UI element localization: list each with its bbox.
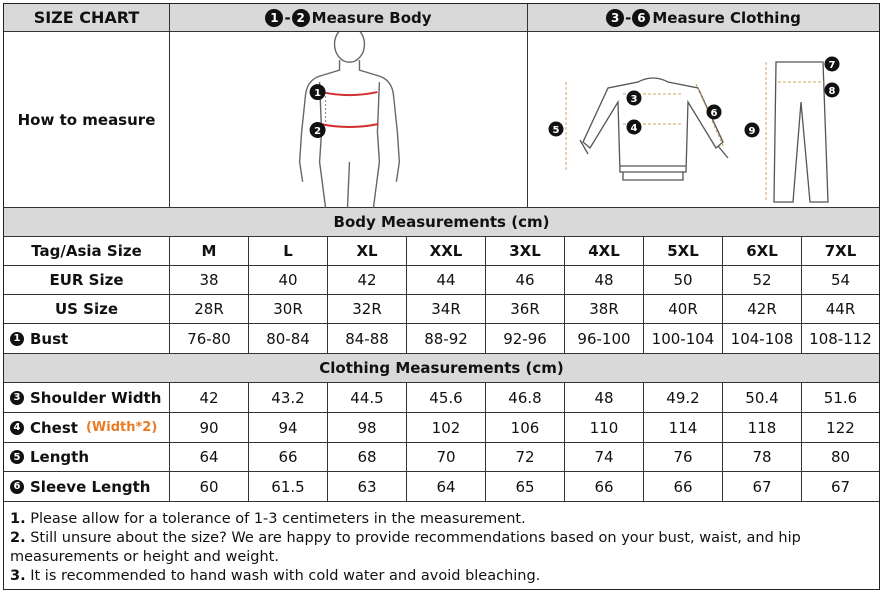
size-cell: 30R — [249, 295, 328, 323]
size-cell: 50.4 — [723, 383, 802, 412]
size-cell: 40R — [644, 295, 723, 323]
size-cell: 42R — [723, 295, 802, 323]
clothing-marker-9 — [745, 122, 760, 137]
size-cell: 49.2 — [644, 383, 723, 412]
number-badge: 4 — [10, 421, 24, 435]
row-label — [4, 324, 170, 353]
size-cell: 110 — [565, 413, 644, 442]
size-chart-title: SIZE CHART — [4, 4, 170, 31]
size-cell: 66 — [249, 443, 328, 471]
row-label — [4, 443, 170, 471]
size-cell: 48 — [565, 383, 644, 412]
size-cell: 94 — [249, 413, 328, 442]
body-diagram — [170, 32, 528, 207]
row-label-text: Length — [30, 448, 89, 466]
clothing-illustration — [528, 32, 879, 208]
size-cell: 46 — [486, 266, 565, 294]
svg-text:6: 6 — [710, 107, 718, 119]
row-label-note: (Width*2) — [85, 420, 158, 435]
size-cell: 40 — [249, 266, 328, 294]
us-row — [4, 295, 879, 324]
size-cell: XXL — [407, 237, 486, 265]
clothing-marker-5 — [549, 121, 564, 136]
size-cell: 51.6 — [823, 388, 858, 407]
size-cell: 52 — [723, 266, 802, 294]
size-cell: 66 — [644, 472, 723, 501]
row-label-text: Sleeve Length — [30, 477, 151, 496]
row-label — [4, 237, 170, 265]
row-label-text: Chest — [30, 418, 78, 437]
row-label-text: EUR Size — [49, 271, 124, 289]
clothing-marker-8 — [825, 82, 840, 97]
size-cell: 34R — [407, 295, 486, 323]
size-cell: 50 — [644, 266, 723, 294]
diagram-row — [4, 32, 879, 208]
size-cell: 61.5 — [249, 472, 328, 501]
body-measurements-band — [4, 208, 879, 237]
bust-row — [4, 324, 879, 354]
note-2: 2. Still unsure about the size? We are happy to provide recommendations based on your bust, waist, and hip measurements or height and weight. — [10, 530, 801, 565]
size-cell: 44R — [825, 300, 856, 318]
size-cell: XL — [328, 237, 407, 265]
badge-3: 3 — [606, 9, 624, 27]
clothing-diagram — [528, 32, 879, 207]
sizes-row — [4, 237, 879, 266]
row-label-text: Shoulder Width — [30, 388, 162, 407]
number-badge: 3 — [10, 391, 24, 405]
row-label-text: Bust — [30, 329, 69, 348]
size-cell: 78 — [723, 443, 802, 471]
size-cell: 6XL — [723, 237, 802, 265]
size-cell: 36R — [486, 295, 565, 323]
size-cell: 65 — [486, 472, 565, 501]
size-cell: 88-92 — [407, 324, 486, 353]
size-cell: 98 — [328, 413, 407, 442]
size-cell: 44 — [407, 266, 486, 294]
size-cell: 106 — [486, 413, 565, 442]
size-cell: 90 — [170, 413, 249, 442]
svg-text:4: 4 — [630, 122, 638, 134]
row-label — [4, 413, 170, 442]
size-cell: 118 — [723, 413, 802, 442]
shoulder-row — [4, 383, 879, 413]
length-row — [4, 443, 879, 472]
number-badge: 6 — [10, 480, 24, 494]
size-cell: M — [170, 237, 249, 265]
size-cell: 48 — [565, 266, 644, 294]
size-cell: 42 — [170, 383, 249, 412]
sleeve-row — [4, 472, 879, 502]
size-cell: 44.5 — [328, 383, 407, 412]
body-figure-illustration — [170, 32, 527, 208]
size-cell: 38 — [170, 266, 249, 294]
size-cell: 43.2 — [249, 383, 328, 412]
size-cell: 70 — [407, 443, 486, 471]
row-label — [4, 295, 170, 323]
size-cell: 100-104 — [644, 324, 723, 353]
row-label — [4, 383, 170, 412]
body-marker-1 — [310, 84, 326, 100]
size-cell: 104-108 — [723, 324, 802, 353]
svg-text:1: 1 — [314, 87, 322, 99]
size-cell: 96-100 — [565, 324, 644, 353]
size-cell: 84-88 — [328, 324, 407, 353]
size-cell: 122 — [826, 418, 855, 437]
size-cell: 76-80 — [170, 324, 249, 353]
size-cell: 64 — [170, 443, 249, 471]
svg-text:5: 5 — [552, 124, 560, 136]
clothing-measurements-title: Clothing Measurements (cm) — [4, 354, 879, 382]
notes-section — [4, 506, 879, 590]
size-cell: 4XL — [565, 237, 644, 265]
body-measurements-title: Body Measurements (cm) — [4, 208, 879, 236]
size-cell: 68 — [328, 443, 407, 471]
row-label — [4, 472, 170, 501]
row-label — [4, 266, 170, 294]
svg-text:3: 3 — [630, 93, 638, 105]
number-badge: 5 — [10, 450, 24, 464]
size-cell: L — [249, 237, 328, 265]
size-cell: 60 — [170, 472, 249, 501]
measure-body-header: 1 - 2 Measure Body — [170, 4, 528, 31]
size-cell: 64 — [407, 472, 486, 501]
size-cell: 54 — [830, 271, 851, 289]
size-cell: 38R — [565, 295, 644, 323]
how-to-measure-label: How to measure — [4, 32, 170, 207]
svg-text:2: 2 — [314, 125, 322, 137]
size-cell: 32R — [328, 295, 407, 323]
size-cell: 67 — [723, 472, 802, 501]
body-marker-2 — [310, 121, 326, 137]
svg-text:8: 8 — [828, 85, 836, 97]
size-cell: 42 — [328, 266, 407, 294]
size-chart-table — [3, 3, 880, 590]
size-cell: 74 — [565, 443, 644, 471]
eur-row — [4, 266, 879, 295]
svg-text:9: 9 — [748, 125, 756, 137]
size-cell: 92-96 — [486, 324, 565, 353]
row-label-text: US Size — [54, 300, 119, 318]
size-cell: 102 — [407, 413, 486, 442]
size-cell: 80 — [830, 448, 851, 466]
clothing-measurements-band — [4, 354, 879, 383]
clothing-marker-7 — [825, 56, 840, 71]
number-badge: 1 — [10, 332, 24, 346]
size-cell: 28R — [170, 295, 249, 323]
badge-6: 6 — [632, 9, 650, 27]
size-cell: 5XL — [644, 237, 723, 265]
size-cell: 7XL — [824, 242, 857, 260]
chest-row — [4, 413, 879, 443]
size-cell: 72 — [486, 443, 565, 471]
badge-2: 2 — [292, 9, 310, 27]
size-cell: 108-112 — [809, 329, 872, 348]
size-cell: 76 — [644, 443, 723, 471]
note-3: 3. It is recommended to hand wash with cold water and avoid bleaching. — [10, 568, 541, 584]
measure-body-label: Measure Body — [311, 8, 432, 27]
clothing-marker-3 — [627, 90, 642, 105]
size-cell: 63 — [328, 472, 407, 501]
size-cell: 45.6 — [407, 383, 486, 412]
row-label-text: Tag/Asia Size — [31, 242, 142, 260]
clothing-marker-4 — [627, 119, 642, 134]
size-cell: 114 — [644, 413, 723, 442]
size-cell: 66 — [565, 472, 644, 501]
size-cell: 80-84 — [249, 324, 328, 353]
note-1: 1. Please allow for a tolerance of 1-3 centimeters in the measurement. — [10, 511, 526, 527]
measure-clothing-label: Measure Clothing — [652, 8, 801, 27]
svg-text:7: 7 — [828, 59, 836, 71]
header-row — [4, 4, 879, 32]
clothing-marker-6 — [707, 104, 722, 119]
size-cell: 46.8 — [486, 383, 565, 412]
measure-clothing-header: 3 - 6 Measure Clothing — [528, 4, 879, 31]
size-cell: 67 — [830, 477, 851, 496]
size-cell: 3XL — [486, 237, 565, 265]
badge-1: 1 — [265, 9, 283, 27]
